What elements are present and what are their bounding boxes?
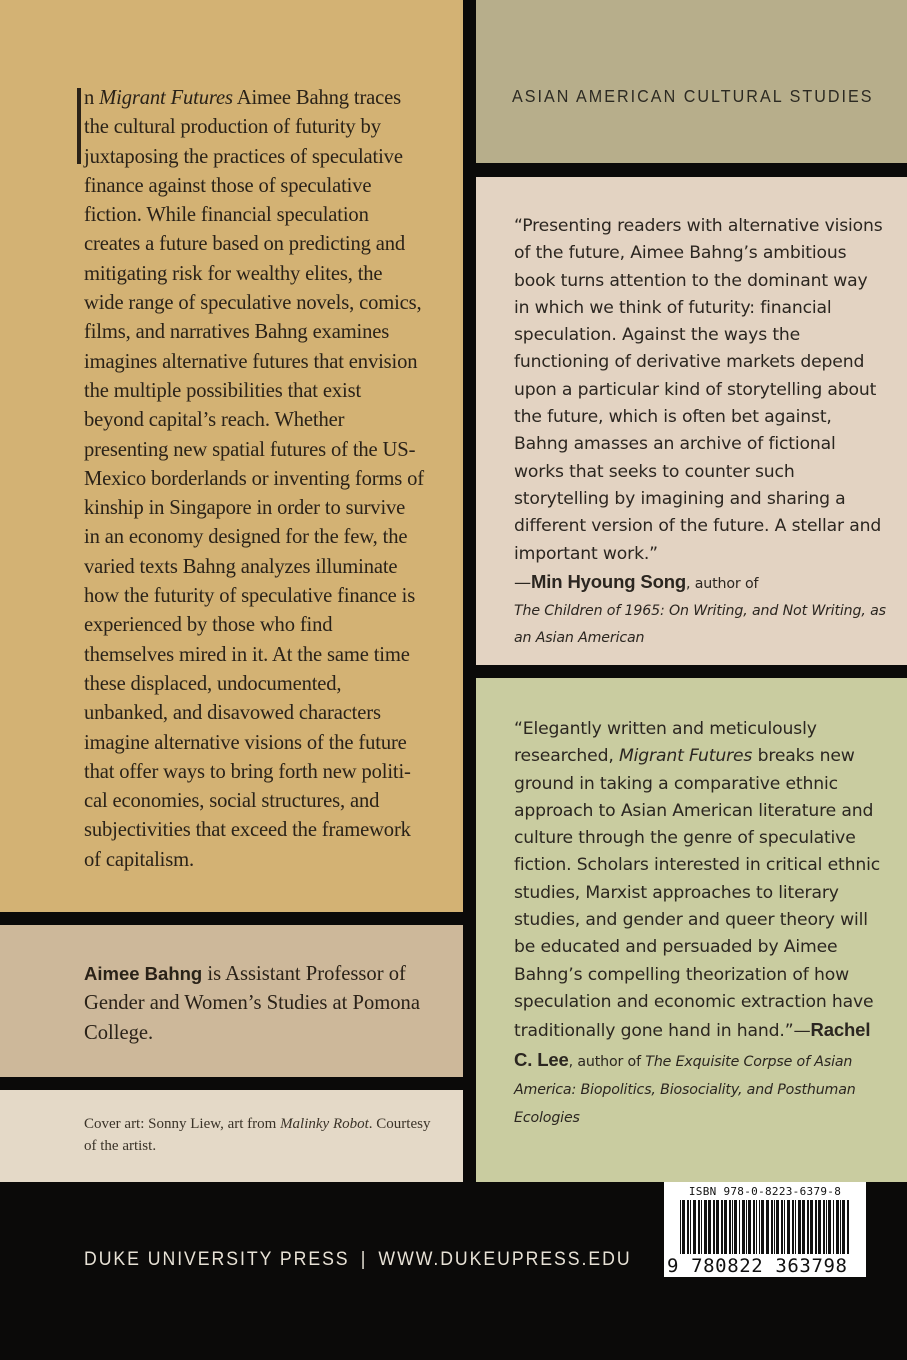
blurb-2: “Elegantly written and meticulously researched, Migrant Futures breaks new ground in taking a comparative ethnic approach to Asian American literature and culture through the genre of speculative fiction. Scholars interested in critical ethnic studies, Marxist approaches to literary studies, and gender and queer theory will be educated and persuaded by Aimee Bahng’s compelling theorization of how speculation and economic extraction have traditionally gone hand in hand.”—Rachel C. Lee, author of The Exquisite Corpse of Asian America: Biopolitics, Biosociality, and Posthuman Ecologies [514,719,881,1127]
blurb-1-text: “Presenting readers with alternative visions of the future, Aimee Bahng’s ambitious book turns attention to the dominant way in which we think of futurity: financial speculation. Against the ways the functioning of derivative markets depend upon a particular kind of storytelling about the future, which is often bet against, Bahng amasses an archive of fictional works that seeks to counter such storytelling by imagining and sharing a different version of the future. A stellar and important work.” [514,216,883,564]
book-title: Migrant Futures [99,87,233,109]
barcode-bar [701,1200,702,1254]
blurb-2-author: Rachel C. Lee [514,1019,871,1070]
footer-separator: | [360,1249,368,1270]
barcode-bar [690,1200,691,1254]
cover-credit: Cover art: Sonny Liew, art from Malinky Robot. Courtesy of the artist. [84,1116,431,1154]
description-text: n Migrant Futures Aimee Bahng traces the cultural production of futurity by juxtaposing the practices of speculative finance against those of speculative fiction. While financial speculation creates a future based on predicting and mitigating risk for wealthy elites, the wide range of speculative novels, comics, films, and narratives Bahng examines imagines alternative futures that envision the multiple possibilities that exist beyond capital’s reach. Whether presenting new spatial futures of the US-Mexico borderlands or inventing forms of kinship in Singapore in order to survive in an economy designed for the few, the varied texts Bahng analyzes illuminate how the futurity of speculative finance is experienced by those who find themselves mired in it. At the same time these displaced, undocumented, unbanked, and disavowed characters imagine alternative visions of the future that offer ways to bring forth new political economies, social structures, and subjectivities that exceed the framework of capitalism. [84,84,425,875]
publisher-footer [84,1249,632,1271]
publisher-website: WWW.DUKEUPRESS.EDU [378,1249,632,1270]
barcode-bar [826,1200,827,1254]
barcode-bars [680,1200,852,1254]
barcode-bar [802,1200,805,1254]
barcode-bar [798,1200,801,1254]
blurb-1-author: Min Hyoung Song [531,570,687,592]
barcode-bar [693,1200,696,1254]
book-title: Migrant Futures [618,746,753,767]
isbn-barcode [664,1182,866,1277]
barcode-bar [787,1200,790,1254]
barcode-bar [771,1200,773,1254]
barcode-bar [818,1200,821,1254]
barcode-bar [807,1200,809,1254]
barcode-bar [682,1200,685,1254]
description-panel [0,0,463,912]
barcode-bar [761,1200,764,1254]
barcode-bar [795,1200,796,1254]
barcode-bar [840,1200,841,1254]
barcode-bar [774,1200,775,1254]
series-panel [476,0,907,163]
barcode-bar [713,1200,715,1254]
barcode-bar [815,1200,817,1254]
barcode-bar [810,1200,813,1254]
publisher-name: DUKE UNIVERSITY PRESS [84,1249,350,1270]
barcode-bar [784,1200,785,1254]
barcode-bar [687,1200,689,1254]
blurb-panel-2 [476,678,907,1182]
barcode-bar [716,1200,719,1254]
barcode-bar [732,1200,733,1254]
drop-cap-letter [77,88,81,164]
blurb-1-book: The Children of 1965: On Writing, and Not Writing, as an Asian American [514,603,886,647]
barcode-bar [721,1200,723,1254]
author-bio-panel [0,925,463,1077]
barcode-bar [708,1200,711,1254]
author-bio: Aimee Bahng is Assistant Professor of Gender and Women’s Studies at Pomona College. [84,963,420,1044]
barcode-bar [842,1200,845,1254]
barcode-bar [776,1200,779,1254]
blurb-2-book: The Exquisite Corpse of Asian America: Biopolitics, Biosociality, and Posthuman Ecologies [514,1053,856,1127]
barcode-bar [833,1200,834,1254]
barcode-bar [698,1200,700,1254]
author-name: Aimee Bahng [84,963,203,984]
barcode-bar [729,1200,731,1254]
barcode-bar [704,1200,707,1254]
isbn-label: ISBN 978-0-8223-6379-8 [688,1185,842,1198]
barcode-bar [847,1200,849,1254]
barcode-bar [781,1200,783,1254]
barcode-bar [766,1200,769,1254]
barcode-bar [746,1200,747,1254]
barcode-bar [742,1200,745,1254]
barcode-digits: 9 780822 363798 [667,1255,848,1277]
barcode-bar [836,1200,839,1254]
barcode-bar [680,1200,681,1254]
barcode-bar [828,1200,831,1254]
barcode-bar [739,1200,740,1254]
barcode-bar [724,1200,727,1254]
barcode-bar [759,1200,760,1254]
blurb-panel-1 [476,177,907,665]
barcode-bar [748,1200,751,1254]
blurb-1: “Presenting readers with alternative visions of the future, Aimee Bahng’s ambitious book turns attention to the dominant way in which we think of futurity: financial speculation. Against the ways the functioning of derivative markets depend upon a particular kind of storytelling about the future, which is often bet against, Bahng amasses an archive of fictional works that seeks to counter such storytelling by imagining and sharing a different version of the future. A stellar and important work.” —Min Hyoung Song, author of The Children of 1965: On Writing, and Not Writing, as an Asian American [514,213,887,653]
barcode-bar [753,1200,755,1254]
cover-credit-panel [0,1090,463,1182]
series-title: ASIAN AMERICAN CULTURAL STUDIES [512,86,874,106]
barcode-bar [792,1200,794,1254]
barcode-bar [756,1200,757,1254]
barcode-bar [823,1200,825,1254]
barcode-bar [734,1200,737,1254]
